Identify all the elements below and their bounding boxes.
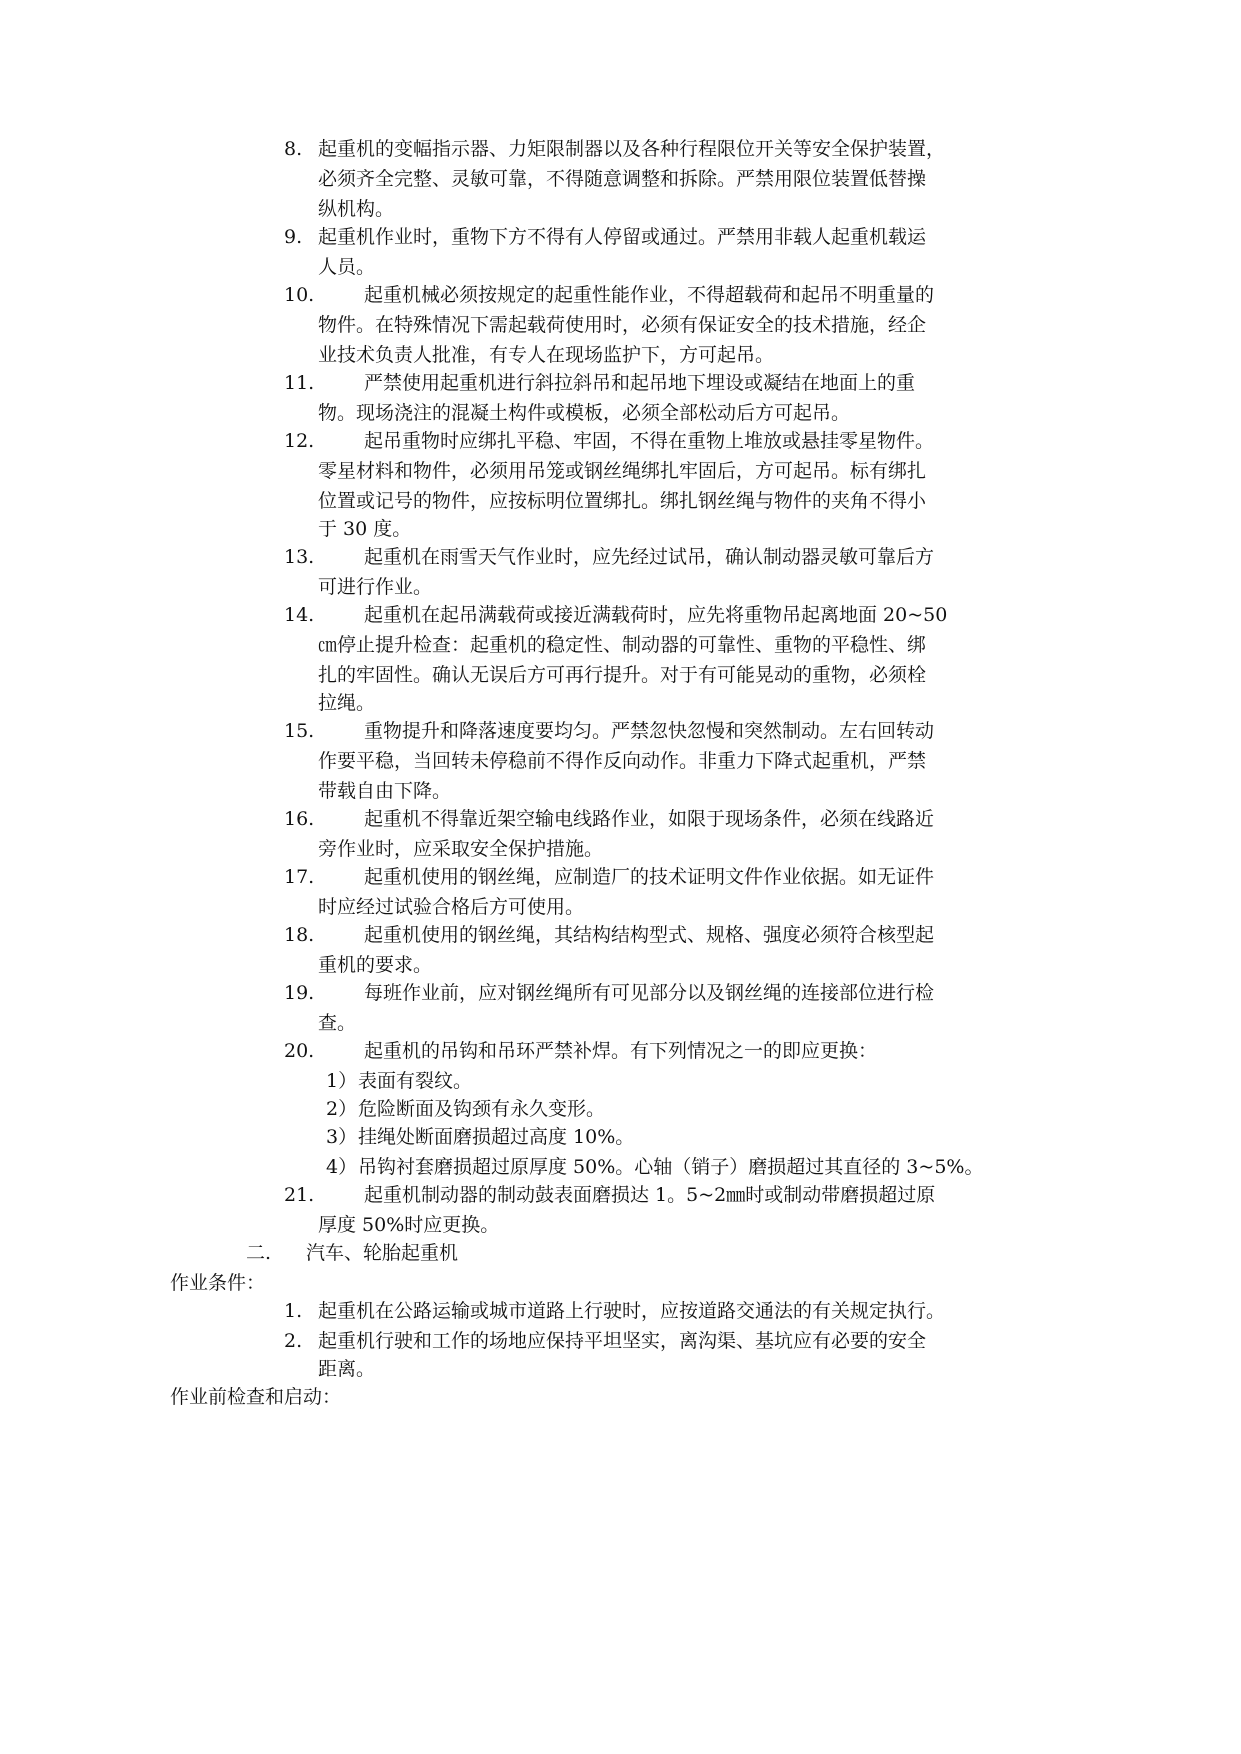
pre-check-heading: 作业前检查和启动：	[170, 1386, 342, 1408]
item-text: 起重机制动器的制动鼓表面磨损达 1。5~2㎜时或制动带磨损超过原	[364, 1184, 936, 1206]
item-number: 18.	[284, 924, 315, 946]
sub-item-number: 2）	[326, 1098, 358, 1120]
item-number: 10.	[284, 284, 315, 306]
item-text: 扎的牢固性。确认无误后方可再行提升。对于有可能晃动的重物，必须栓	[318, 664, 927, 686]
item-text: 可进行作业。	[318, 576, 433, 598]
sub-item-text: 表面有裂纹。	[358, 1070, 473, 1092]
item-text: 人员。	[318, 256, 376, 278]
item-text: 物。现场浇注的混凝土构件或模板，必须全部松动后方可起吊。	[318, 402, 851, 424]
sub-item-text: 挂绳处断面磨损超过高度 10%。	[358, 1126, 635, 1148]
item-text: 起重机的吊钩和吊环严禁补焊。有下列情况之一的即应更换：	[364, 1040, 878, 1062]
item-number: 2.	[284, 1330, 303, 1352]
sub-item-number: 1）	[326, 1070, 358, 1092]
item-text: 重机的要求。	[318, 954, 433, 976]
item-text: 起重机在雨雪天气作业时，应先经过试吊，确认制动器灵敏可靠后方	[364, 546, 935, 568]
item-number: 12.	[284, 430, 315, 452]
item-text: 带载自由下降。	[318, 780, 452, 802]
item-text: 严禁使用起重机进行斜拉斜吊和起吊地下埋设或凝结在地面上的重	[364, 372, 916, 394]
item-number: 14.	[284, 604, 315, 626]
item-text: 物件。在特殊情况下需起载荷使用时，必须有保证安全的技术措施，经企	[318, 314, 927, 336]
item-text: 旁作业时，应采取安全保护措施。	[318, 838, 604, 860]
item-number: 21.	[284, 1184, 315, 1206]
item-number: 11.	[284, 372, 315, 394]
item-text: 起重机械必须按规定的起重性能作业，不得超载荷和起吊不明重量的	[364, 284, 935, 306]
item-number: 9.	[284, 226, 303, 248]
item-text: 起重机使用的钢丝绳，其结构结构型式、规格、强度必须符合核型起	[364, 924, 935, 946]
item-text: 起重机作业时，重物下方不得有人停留或通过。严禁用非载人起重机载运	[318, 226, 927, 248]
item-text: 起重机在公路运输或城市道路上行驶时，应按道路交通法的有关规定执行。	[318, 1300, 946, 1322]
section-title: 汽车、轮胎起重机	[306, 1242, 459, 1264]
item-number: 15.	[284, 720, 315, 742]
item-text: 时应经过试验合格后方可使用。	[318, 896, 585, 918]
item-text: 零星材料和物件，必须用吊笼或钢丝绳绑扎牢固后，方可起吊。标有绑扎	[318, 460, 927, 482]
item-text: 起重机的变幅指示器、力矩限制器以及各种行程限位开关等安全保护装置，	[318, 138, 946, 160]
section-number: 二.	[246, 1242, 272, 1264]
item-text: 每班作业前，应对钢丝绳所有可见部分以及钢丝绳的连接部位进行检	[364, 982, 935, 1004]
item-text: 重物提升和降落速度要均匀。严禁忽快忽慢和突然制动。左右回转动	[364, 720, 935, 742]
sub-item-number: 4）	[326, 1156, 358, 1178]
sub-item-text: 吊钩衬套磨损超过原厚度 50%。心轴（销子）磨损超过其直径的 3~5%。	[358, 1156, 984, 1178]
item-text: 于 30 度。	[318, 518, 412, 540]
item-text: 查。	[318, 1012, 357, 1034]
item-text: 起重机在起吊满载荷或接近满载荷时，应先将重物吊起离地面 20~50	[364, 604, 948, 626]
item-text: ㎝停止提升检查：起重机的稳定性、制动器的可靠性、重物的平稳性、绑	[318, 634, 927, 656]
sub-item-number: 3）	[326, 1126, 358, 1148]
item-number: 20.	[284, 1040, 315, 1062]
item-number: 19.	[284, 982, 315, 1004]
item-text: 拉绳。	[318, 692, 376, 714]
item-text: 位置或记号的物件，应按标明位置绑扎。绑扎钢丝绳与物件的夹角不得小	[318, 490, 927, 512]
item-text: 作要平稳，当回转未停稳前不得作反向动作。非重力下降式起重机，严禁	[318, 750, 927, 772]
sub-item-text: 危险断面及钩颈有永久变形。	[358, 1098, 606, 1120]
item-number: 13.	[284, 546, 315, 568]
item-text: 距离。	[318, 1358, 376, 1380]
item-number: 1.	[284, 1300, 303, 1322]
item-text: 纵机构。	[318, 198, 395, 220]
item-number: 16.	[284, 808, 315, 830]
item-text: 起吊重物时应绑扎平稳、牢固，不得在重物上堆放或悬挂零星物件。	[364, 430, 935, 452]
item-text: 起重机不得靠近架空输电线路作业，如限于现场条件，必须在线路近	[364, 808, 935, 830]
item-text: 起重机使用的钢丝绳，应制造厂的技术证明文件作业依据。如无证件	[364, 866, 935, 888]
item-text: 必须齐全完整、灵敏可靠，不得随意调整和拆除。严禁用限位装置低替操	[318, 168, 927, 190]
item-text: 业技术负责人批准，有专人在现场监护下，方可起吊。	[318, 344, 775, 366]
item-text: 起重机行驶和工作的场地应保持平坦坚实，离沟渠、基坑应有必要的安全	[318, 1330, 927, 1352]
item-number: 8.	[284, 138, 303, 160]
item-number: 17.	[284, 866, 315, 888]
item-text: 厚度 50%时应更换。	[318, 1214, 500, 1236]
conditions-heading: 作业条件：	[170, 1272, 266, 1294]
